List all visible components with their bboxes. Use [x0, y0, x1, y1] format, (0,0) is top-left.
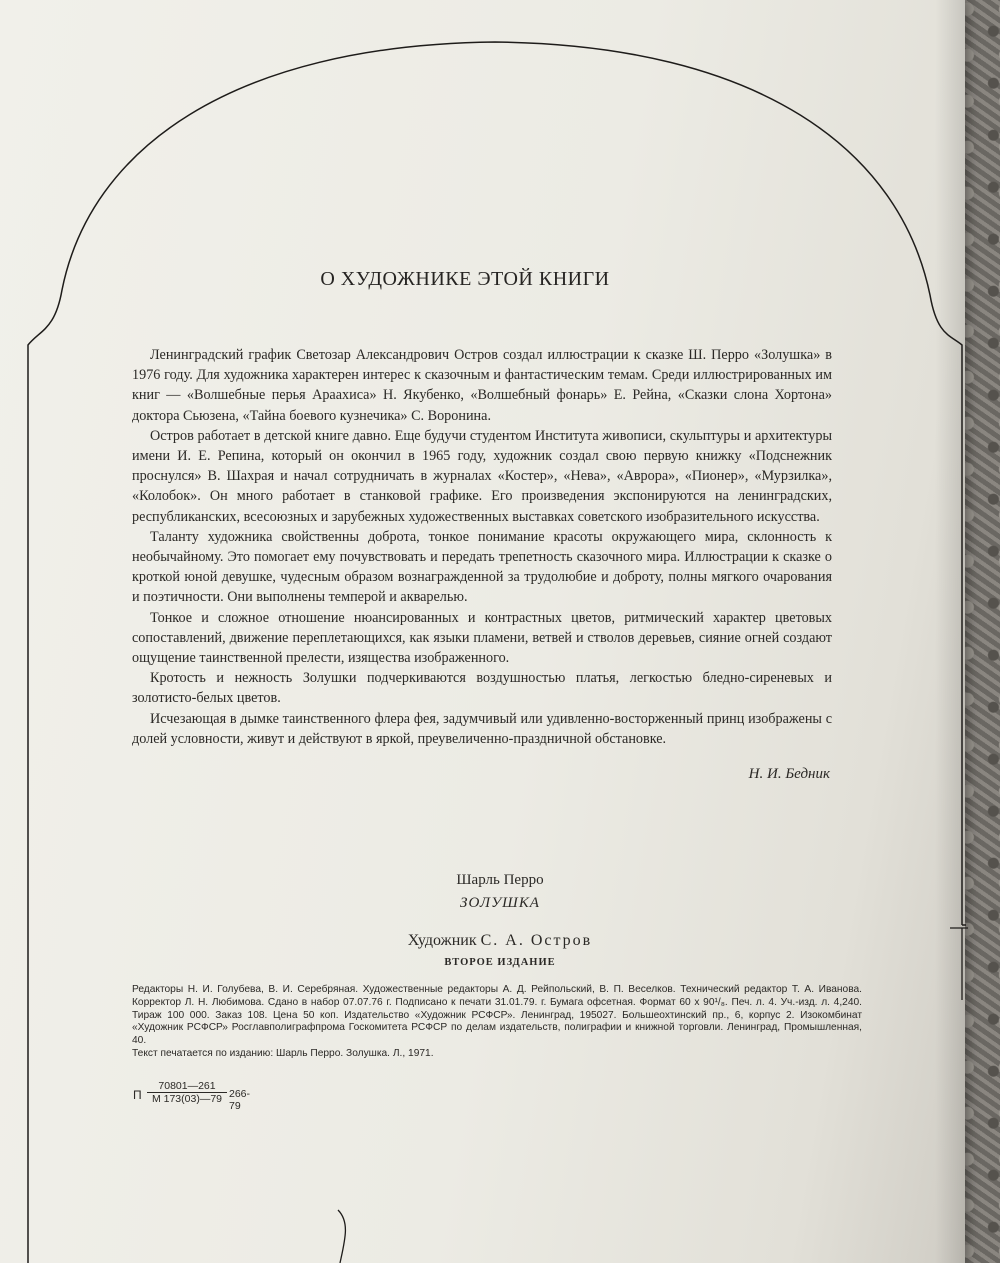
paragraph: Остров работает в детской книге давно. Еще будучи студентом Института живописи, скульптуры и архитектуры имени И. Е. Репина, который он окончил в 1965 году, художник создал свою первую книжку «Подснежник проснулся» В. Шахрая и начал сотрудничать в журналах «Костер», «Нева», «Аврора», «Пионер», «Мурзилка», «Колобок». Он много работает в станковой графике. Его произведения экспонируются на ленинградских, республиканских, всесоюзных и зарубежных художественных выставках советского изобразительного искусства.	[132, 427, 832, 525]
index-denominator: М 173(03)—79	[151, 1093, 223, 1105]
artist-prefix: Художник	[407, 932, 477, 949]
paragraph: Таланту художника свойственны доброта, тонкое понимание красоты окружающего мира, склонность к необычайному. Это помогает ему почувствовать и передать трепетность сказочного мира. Иллюстрации к сказке о кроткой юной девушке, чудесным образом вознагражденной за трудолюбие и доброту, полны мягкого очарования и поэтичности. Они выполнены темперой и акварелью.	[132, 528, 832, 606]
book-artist	[0, 932, 1000, 950]
paragraph: Кротость и нежность Золушки подчеркиваются воздушностью платья, легкостью бледно-сиреневых и золотисто-белых цветов.	[132, 670, 832, 707]
index-numerator: 70801—261	[147, 1080, 227, 1093]
article-body	[132, 345, 832, 749]
paragraph: Исчезающая в дымке таинственного флера фея, задумчивый или удивленно-восторженный принц изображены с долей условности, живут и действуют в яркой, преувеличенно-праздничной обстановке.	[132, 710, 832, 747]
source-note: Текст печатается по изданию: Шарль Перро. Золушка. Л., 1971.	[132, 1047, 434, 1059]
book-author: Шарль Перро	[456, 872, 544, 888]
book-title: ЗОЛУШКА	[460, 895, 540, 911]
paragraph: Ленинградский график Светозар Александрович Остров создал иллюстрации к сказке Ш. Перро «Золушка» в 1976 году. Для художника характерен интерес к сказочным и фантастическим темам. Среди иллюстрированных им книг — «Волшебные перья Араахиса» Н. Якубенко, «Волшебный фонарь» Е. Рейна, «Сказки слона Хортона» доктора Сьюзена, «Тайна боевого кузнечика» С. Воронина.	[132, 347, 832, 424]
index-fraction	[147, 1080, 227, 1105]
artist-name: С. А. Остров	[480, 932, 593, 949]
credits-text: Редакторы Н. И. Голубева, В. И. Серебряная. Художественные редакторы А. Д. Рейпольский, В. П. Веселков. Технический редактор Т. А. Иванова. Корректор Л. Н. Любимова. Сдано в набор 07.07.76 г. Подписано к печати 31.01.79. г. Бумага офсетная. Формат 60 x 90¹/₈. Печ. л. 4. Уч.-изд. л. 4,240. Тираж 100 000. Заказ 108. Цена 50 коп. Издательство «Художник РСФСР». Ленинград, 195027. Большеохтинский пр., 6, корпус 2. Изокомбинат «Художник РСФСР» Росглавполиграфпрома Госкомитета РСФСР по делам издательств, полиграфии и книжной торговли. Ленинград, Промышленная, 40.	[132, 984, 862, 1047]
article-signature: Н. И. Бедник	[748, 766, 830, 782]
index-tail: 266-79	[229, 1088, 251, 1112]
edition-label: ВТОРОЕ ИЗДАНИЕ	[444, 957, 556, 968]
paragraph: Тонкое и сложное отношение нюансированных и контрастных цветов, ритмический характер цветовых сопоставлений, движение переплетающихся, как языки пламени, ветвей и стволов деревьев, сияние огней создают ощущение таинственной прелести, изящества изображенного.	[132, 609, 832, 667]
publication-credits	[132, 984, 862, 1061]
page-title: О ХУДОЖНИКЕ ЭТОЙ КНИГИ	[320, 268, 610, 290]
index-letter: П	[133, 1088, 142, 1102]
